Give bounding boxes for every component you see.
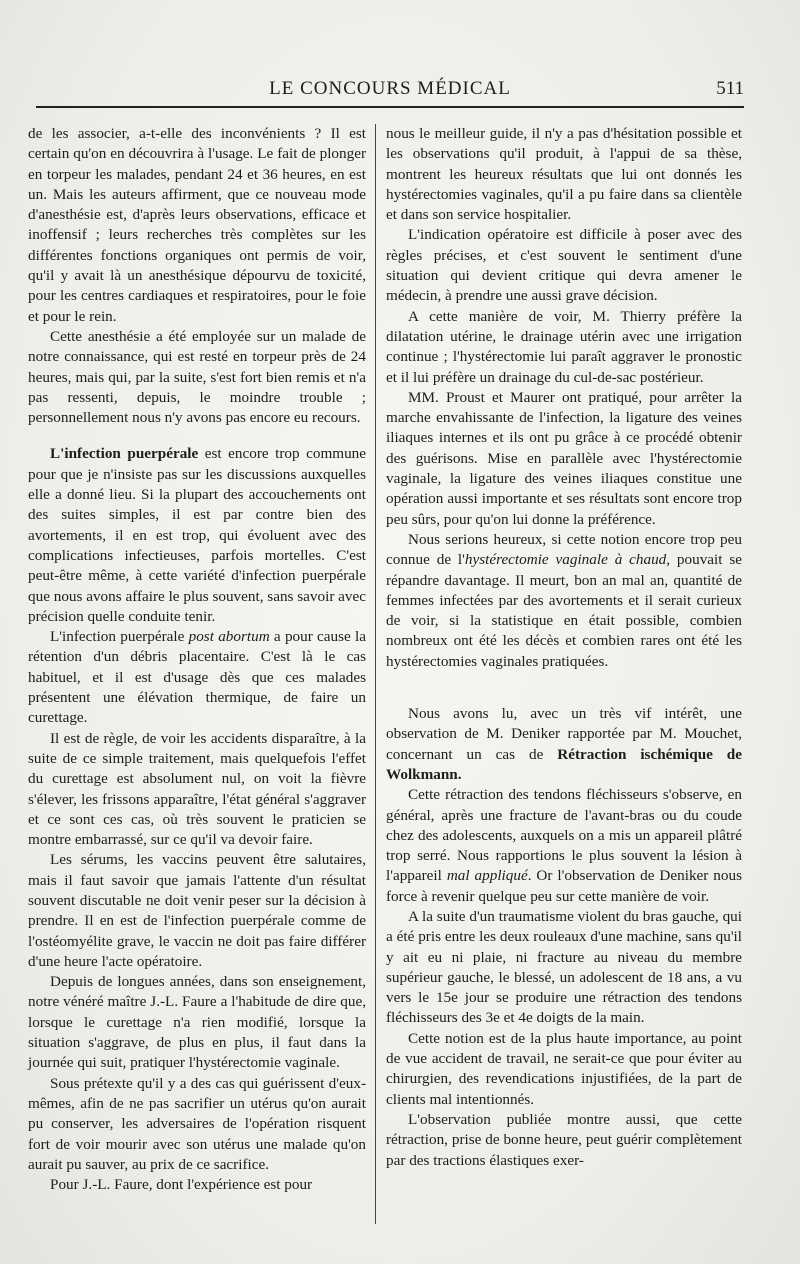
paragraph bbox=[28, 627, 366, 728]
paragraph-text: a pour cause la rétention d'un débris placentaire. C'est là le cas habituel, et il est d'usage dès que ces malades présentent une élévation thermique, de faire un curettage. bbox=[28, 628, 366, 727]
left-column bbox=[28, 124, 366, 1195]
paragraph-text: Cette rétraction des tendons fléchisseurs s'observe, en général, après une fracture de l'avant-bras ou du coude chez des adolescents, auxquels on a mis un appareil plâtré trop serré. Nous rapportions le plus souvent la lésion à l'appareil bbox=[386, 786, 742, 885]
paragraph: A la suite d'un traumatisme violent du bras gauche, qui a été pris entre les deux rouleaux d'une machine, sans qu'il y ait eu ni plaie, ni fracture au niveau du membre supérieur gauche, le blessé, un adolescent de 18 ans, a vu vers le 15e jour se produire une rétraction des tendons fléchisseurs des 3e et 4e doigts de la main. bbox=[386, 907, 742, 1027]
italic-term: post abortum bbox=[188, 628, 270, 646]
paragraph: de les associer, a-t-elle des inconvénients ? Il est certain qu'on en découvrira à l'usage. Le fait de plonger en torpeur les malades, pendant 24 et 36 heures, en est un. Mais les auteurs affirment, que ce nouveau mode d'anesthésie est, d'après leurs observations, efficace et inoffensif ; leurs recherches très complètes sur les différentes fonctions organiques ont permis de voir, qu'il y avait là un anesthésique dépourvu de toxicité, pour les centres cardiaques et respiratoires, pour le foie et pour le rein. bbox=[28, 125, 366, 325]
paragraph: MM. Proust et Maurer ont pratiqué, pour arrêter la marche envahissante de l'infection, la ligature des veines iliaques internes et ils ont pu grâce à ce procédé obtenir des guérisons. Mise en parallèle avec l'hystérectomie vaginale, la ligature des veines iliaques constitue une opération aussi importante et ses résultats sont encore trop peu sûrs, pour qu'on lui donne la préférence. bbox=[386, 388, 742, 528]
column-divider bbox=[375, 124, 376, 1224]
italic-term: hystérectomie vaginale à chaud bbox=[464, 551, 667, 569]
paragraph: Cette anesthésie a été employée sur un malade de notre connaissance, qui est resté en torpeur près de 24 heures, mais qui, par la suite, s'est fort bien remis et n'a pas ressenti, depuis, le moindre trouble ; personnellement nous n'y avons pas encore eu recours. bbox=[28, 327, 366, 427]
paragraph bbox=[386, 704, 742, 785]
paragraph: Les sérums, les vaccins peuvent être salutaires, mais il faut savoir que jamais l'attente d'un résultat souvent discutable ne doit venir peser sur la décision à prendre. Il en est de l'infection puerpérale comme de l'ostéomyélite grave, le vaccin ne doit pas faire différer d'une heure l'acte opératoire. bbox=[28, 851, 366, 970]
paragraph-text: Nous avons lu, avec un très vif intérêt, une observation de M. Deniker rapportée par M. Mouchet, concernant un cas de bbox=[386, 705, 742, 763]
page-number: 511 bbox=[716, 78, 744, 99]
paragraph-text: . Or l'observation de Deniker nous force à revenir quelque peu sur cette manière de voir. bbox=[386, 867, 742, 905]
running-header bbox=[36, 78, 744, 104]
journal-title: LE CONCOURS MÉDICAL bbox=[269, 78, 511, 99]
paragraph-text: L'infection puerpérale bbox=[50, 628, 189, 646]
section-heading: L'infection puerpérale bbox=[50, 445, 199, 463]
paragraph: A cette manière de voir, M. Thierry préfère la dilatation utérine, le drainage utérin avec une irrigation continue ; l'hystérectomie lui paraît aggraver le pronostic et il lui préfère un drainage du cul-de-sac postérieur. bbox=[386, 307, 742, 386]
paragraph: L'indication opératoire est difficile à poser avec des règles précises, et c'est souvent le sentiment d'une situation qui devient critique qui devra amener le médecin, à prendre une aussi grave décision. bbox=[386, 226, 742, 305]
paragraph: Sous prétexte qu'il y a des cas qui guérissent d'eux-mêmes, afin de ne pas sacrifier un utérus qu'on aurait pu conserver, les adversaires de l'opération risquent fort de voir mourir avec son utérus une malade qu'on aurait pu sauver, au prix de ce sacrifice. bbox=[28, 1074, 366, 1173]
paragraph: L'observation publiée montre aussi, que cette rétraction, prise de bonne heure, peut guérir complètement par des tractions élastiques exer- bbox=[386, 1110, 742, 1169]
italic-term: mal appliqué bbox=[446, 867, 528, 885]
paragraph: nous le meilleur guide, il n'y a pas d'hésitation possible et les observations qu'il produit, à l'appui de sa thèse, montrent les heureux résultats que lui ont donnés les hystérectomies vaginales, qu'il a pu faire dans sa clientèle et dans son service hospitalier. bbox=[386, 125, 742, 224]
paragraph-text: est encore trop commune pour que je n'insiste pas sur les discussions auxquelles elle a donné lieu. Si la plupart des accouchements ont des suites simples, il est par contre bien des avortements, il en est trop, qui évoluent avec des complications infectieuses, parfois mortelles. C'est peut-être même, à cette variété d'infection puerpérale que nous avons affaire le plus souvent, sans savoir avec précision quelle conduite tenir. bbox=[28, 445, 366, 625]
paragraph: Cette notion est de la plus haute importance, au point de vue accident de travail, ne serait-ce que pour éviter au chirurgien, des revendications injustifiées, de la part de clients mal intentionnés. bbox=[386, 1029, 742, 1108]
header-rule bbox=[36, 106, 744, 108]
paragraph-text: , pouvait se répandre davantage. Il meurt, bon an mal an, quantité de femmes infectées par des avortements et il serait curieux de voir, si la statistique en était possible, combien nombreux ont été les décès et combien rares ont été les hystérectomies vaginales pratiquées. bbox=[386, 551, 742, 670]
paragraph bbox=[386, 530, 742, 672]
right-column bbox=[386, 124, 742, 1171]
section-heading: Rétraction ischémique de Wolkmann. bbox=[386, 745, 742, 783]
paragraph bbox=[28, 444, 366, 627]
paragraph-text: Nous serions heureux, si cette notion encore trop peu connue de l' bbox=[386, 530, 742, 569]
paragraph bbox=[386, 785, 742, 907]
paragraph: Pour J.-L. Faure, dont l'expérience est pour bbox=[50, 1176, 313, 1194]
paragraph: Depuis de longues années, dans son enseignement, notre vénéré maître J.-L. Faure a l'habitude de dire que, lorsque le curettage n'a rien modifié, lorsque la situation s'aggrave, de plus en plus, il faut dans la journée qui suit, pratiquer l'hystérectomie vaginale. bbox=[28, 973, 366, 1072]
paragraph: Il est de règle, de voir les accidents disparaître, à la suite de ce simple traitement, mais quelquefois l'effet du curettage est absolument nul, on voit la fièvre s'élever, les frissons apparaître, l'état général s'aggraver et ce sont ces cas, où très souvent le praticien se montre embarrassé, sur ce qu'il va devoir faire. bbox=[28, 729, 366, 849]
